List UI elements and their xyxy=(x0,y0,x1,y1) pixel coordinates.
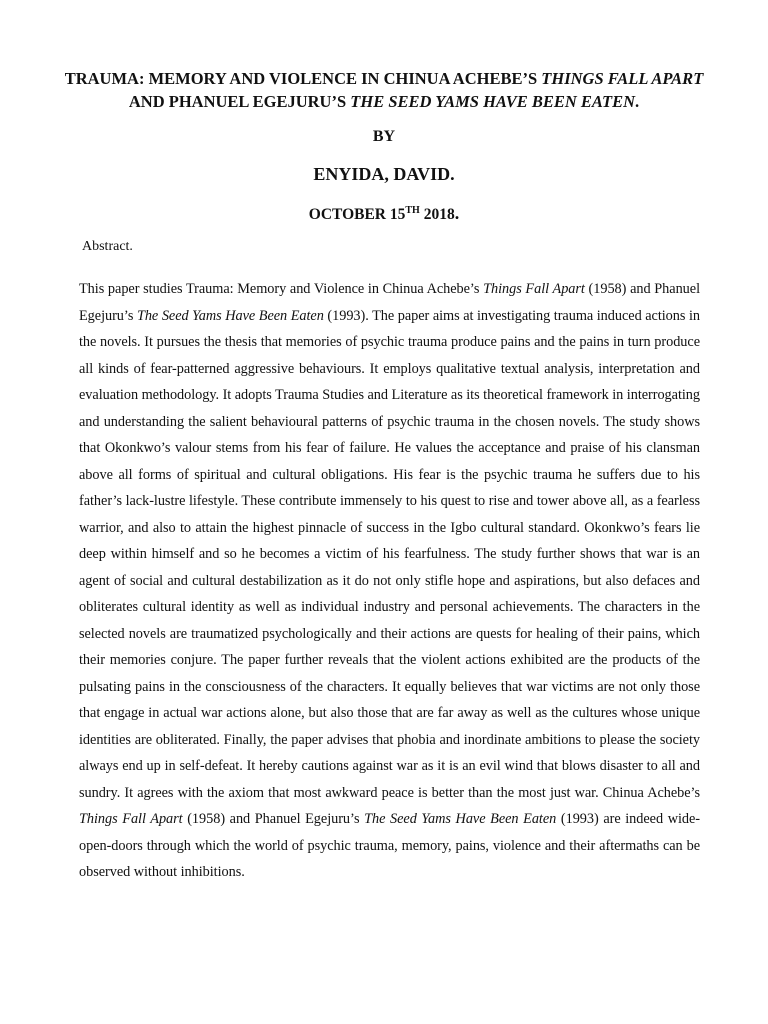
abstract-book-ref-3: Things Fall Apart xyxy=(79,811,183,827)
abstract-text-3: (1993). The paper aims at investigating trauma induced actions in the novels. It pursues the thesis that memories of psychic trauma produce pains and the pains in turn produce all kinds of fear-patterned aggressive behaviours. It employs qualitative textual analysis, interpretation and evaluation methodology. It adopts Trauma Studies and Literature as its theoretical framework in interrogating and understanding the salient behavioural patterns of psychic trauma in the chosen novels. The study shows that Okonkwo’s valour stems from his fear of failure. He values the acceptance and praise of his clansman above all forms of spiritual and cultural obligations. His fear is the psychic trauma he suffers due to his father’s lack-lustre lifestyle. These contribute immensely to his quest to rise and tower above all, as a fearless warrior, and also to attain the highest pinnacle of success in the Igbo cultural standard. Okonkwo’s fears lie deep within himself and so he becomes a victim of his fearfulness. The study further shows that war is an agent of social and cultural destabilization as it do not only stifle hope and aspirations, but also defaces and obliterates cultural identity as well as individual industry and personal achievements. The characters in the selected novels are traumatized psychologically and their actions are quests for healing of their pains, which their memories conjure. The paper further reveals that the violent actions exhibited are the products of the pulsating pains in the consciousness of the characters. It equally believes that war victims are not only those that engage in actual war actions alone, but also those that are far away as well as the cultures whose unique identities are obliterated. Finally, the paper advises that phobia and inordinate ambitions to please the society always end up in self-defeat. It hereby cautions against war as it is an evil wind that blows disaster to all and sundry. It agrees with the axiom that most awkward peace is better than the most just war. Chinua Achebe’s xyxy=(79,307,700,801)
title-part-1: TRAUMA: MEMORY AND VIOLENCE IN CHINUA ACHEBE’S xyxy=(64,69,542,88)
title-part-2: AND PHANUEL EGEJURU’S xyxy=(128,92,351,111)
abstract-book-ref-4: The Seed Yams Have Been Eaten xyxy=(364,811,557,827)
date-dot: . xyxy=(454,203,460,223)
abstract-text-2: (1958) and Phanuel Egejuru’s xyxy=(79,281,700,324)
abstract-text-5: (1993) are indeed wide-open-doors through which the world of psychic trauma, memory, pains, violence and their aftermaths can be observed without inhibitions. xyxy=(79,811,700,880)
abstract-text-4: (1958) and Phanuel Egejuru’s xyxy=(182,811,365,827)
date-suffix: TH xyxy=(405,205,420,216)
abstract-paragraph xyxy=(79,276,700,886)
paper-date xyxy=(0,203,768,224)
date-year: 2018 xyxy=(419,206,455,223)
date-month-day: OCTOBER 15 xyxy=(308,206,406,223)
title-end: . xyxy=(635,92,640,111)
abstract-book-ref-1: Things Fall Apart xyxy=(483,281,585,297)
abstract-book-ref-2: The Seed Yams Have Been Eaten xyxy=(136,307,324,324)
title-book-1: THINGS FALL APART xyxy=(541,69,704,88)
author-name: ENYIDA, DAVID. xyxy=(313,164,455,184)
by-label: BY xyxy=(372,128,396,145)
abstract-heading: Abstract. xyxy=(82,239,133,254)
paper-title xyxy=(60,67,708,113)
abstract-text-1: This paper studies Trauma: Memory and Violence in Chinua Achebe’s xyxy=(79,281,484,297)
title-book-2: THE SEED YAMS HAVE BEEN EATEN xyxy=(350,92,635,111)
